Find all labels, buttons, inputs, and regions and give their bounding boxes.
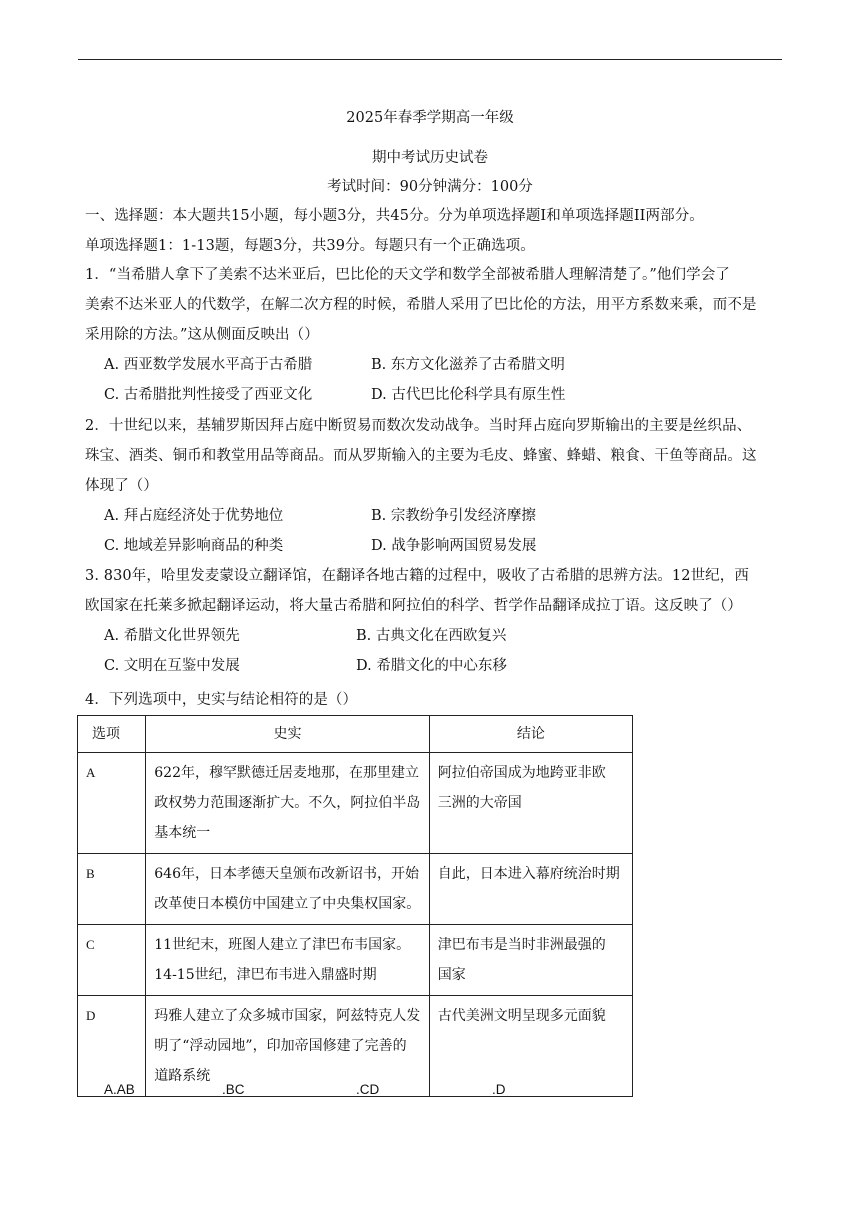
row-fact (146, 854, 430, 925)
row-conclusion (429, 996, 632, 1097)
conclusion-line: 阿拉伯帝国成为地跨亚非欧 (437, 765, 606, 781)
row-conclusion (429, 753, 632, 854)
row-label: A (78, 753, 146, 854)
q1-option-c[interactable]: C. 古希腊批判性接受了西亚文化 (104, 387, 313, 403)
q4-option-c[interactable]: .CD (356, 1082, 380, 1097)
exam-title: 2025年春季学期高一年级 (346, 110, 514, 126)
q2-option-c[interactable]: C. 地域差异影响商品的种类 (104, 538, 284, 554)
fact-line: 道路系统 (154, 1068, 211, 1084)
table-header-conclusion: 结论 (429, 716, 632, 753)
conclusion-line: 三洲的大帝国 (437, 795, 522, 811)
q1-option-a[interactable]: A. 西亚数学发展水平高于古希腊 (104, 357, 313, 373)
row-conclusion (429, 854, 632, 925)
q3-stem-line-2: 欧国家在托莱多掀起翻译运动，将大量古希腊和阿拉伯的科学、哲学作品翻译成拉丁语。这反映了（） (85, 598, 742, 614)
fact-line: 玛雅人建立了众多城市国家，阿兹特克人发 (154, 1008, 421, 1024)
exam-subtitle: 期中考试历史试卷 (372, 150, 488, 166)
q1-option-d[interactable]: D. 古代巴比伦科学具有原生性 (371, 387, 566, 403)
q4-stem: 4．下列选项中，史实与结论相符的是（） (85, 692, 358, 708)
section-subheading: 单项选择题1：1-13题，每题3分，共39分。每题只有一个正确选项。 (85, 238, 535, 254)
q3-option-a[interactable]: A. 希腊文化世界领先 (104, 628, 240, 644)
table-header-fact: 史实 (146, 716, 430, 753)
q1-stem-line-1: 1．“当希腊人拿下了美索不达米亚后，巴比伦的天文学和数学全部被希腊人理解清楚了。”他们学会了 (85, 267, 730, 283)
q4-option-b[interactable]: .BC (222, 1082, 245, 1097)
fact-line: 明了“浮动园地”，印加帝国修建了完善的 (154, 1038, 407, 1054)
q3-option-c[interactable]: C. 文明在互鉴中发展 (104, 658, 240, 674)
row-label: C (78, 925, 146, 996)
fact-line: 14-15世纪，津巴布韦进入鼎盛时期 (154, 967, 377, 983)
row-fact (146, 753, 430, 854)
table-row (78, 854, 633, 925)
conclusion-line: 自此，日本进入幕府统治时期 (437, 866, 620, 882)
table-row (78, 996, 633, 1097)
q1-option-b[interactable]: B. 东方文化滋养了古希腊文明 (371, 357, 565, 373)
fact-line: 622年，穆罕默德迁居麦地那，在那里建立 (154, 765, 419, 781)
row-label: B (78, 854, 146, 925)
q2-stem-line-2: 珠宝、酒类、铜币和教堂用品等商品。而从罗斯输入的主要为毛皮、蜂蜜、蜂蜡、粮食、干鱼等商品。这 (85, 448, 757, 464)
header-rule (78, 59, 782, 60)
q2-option-d[interactable]: D. 战争影响两国贸易发展 (371, 538, 537, 554)
conclusion-line: 古代美洲文明呈现多元面貌 (437, 1008, 606, 1024)
conclusion-line: 国家 (437, 967, 466, 983)
section-heading: 一、选择题：本大题共15小题，每小题3分，共45分。分为单项选择题I和单项选择题II两部分。 (85, 208, 704, 224)
fact-line: 政权势力范围逐渐扩大。不久，阿拉伯半岛 (154, 795, 421, 811)
table-row (78, 753, 633, 854)
row-fact (146, 996, 430, 1097)
row-fact (146, 925, 430, 996)
q3-option-b[interactable]: B. 古典文化在西欧复兴 (356, 628, 507, 644)
table-header-option: 选项 (78, 716, 146, 753)
q2-option-a[interactable]: A. 拜占庭经济处于优势地位 (104, 508, 284, 524)
q4-table (77, 715, 633, 1097)
table-header-row (78, 716, 633, 753)
row-label: D (78, 996, 146, 1097)
fact-line: 改革使日本模仿中国建立了中央集权国家。 (154, 896, 421, 912)
q2-stem-line-1: 2．十世纪以来，基辅罗斯因拜占庭中断贸易而数次发动战争。当时拜占庭向罗斯输出的主要是丝织品、 (85, 418, 752, 434)
conclusion-line: 津巴布韦是当时非洲最强的 (437, 937, 606, 953)
row-conclusion (429, 925, 632, 996)
q3-option-d[interactable]: D. 希腊文化的中心东移 (356, 658, 507, 674)
q2-option-b[interactable]: B. 宗教纷争引发经济摩擦 (371, 508, 536, 524)
q1-stem-line-2: 美索不达米亚人的代数学，在解二次方程的时候，希腊人采用了巴比伦的方法，用平方系数来乘，而不是 (85, 297, 757, 313)
table-row (78, 925, 633, 996)
fact-line: 基本统一 (154, 825, 211, 841)
exam-info: 考试时间：90分钟满分：100分 (327, 179, 533, 195)
q1-stem-line-3: 采用除的方法。”这从侧面反映出（） (85, 327, 319, 343)
q4-option-d[interactable]: .D (492, 1082, 506, 1097)
fact-line: 11世纪末，班图人建立了津巴布韦国家。 (154, 937, 411, 953)
q2-stem-line-3: 体现了（） (85, 478, 158, 494)
fact-line: 646年，日本孝德天皇颁布改新诏书，开始 (154, 866, 419, 882)
q3-stem-line-1: 3. 830年，哈里发麦蒙设立翻译馆，在翻译各地古籍的过程中，吸收了古希腊的思辨方法。12世纪，西 (85, 568, 749, 584)
q4-option-a[interactable]: A.AB (104, 1082, 135, 1097)
